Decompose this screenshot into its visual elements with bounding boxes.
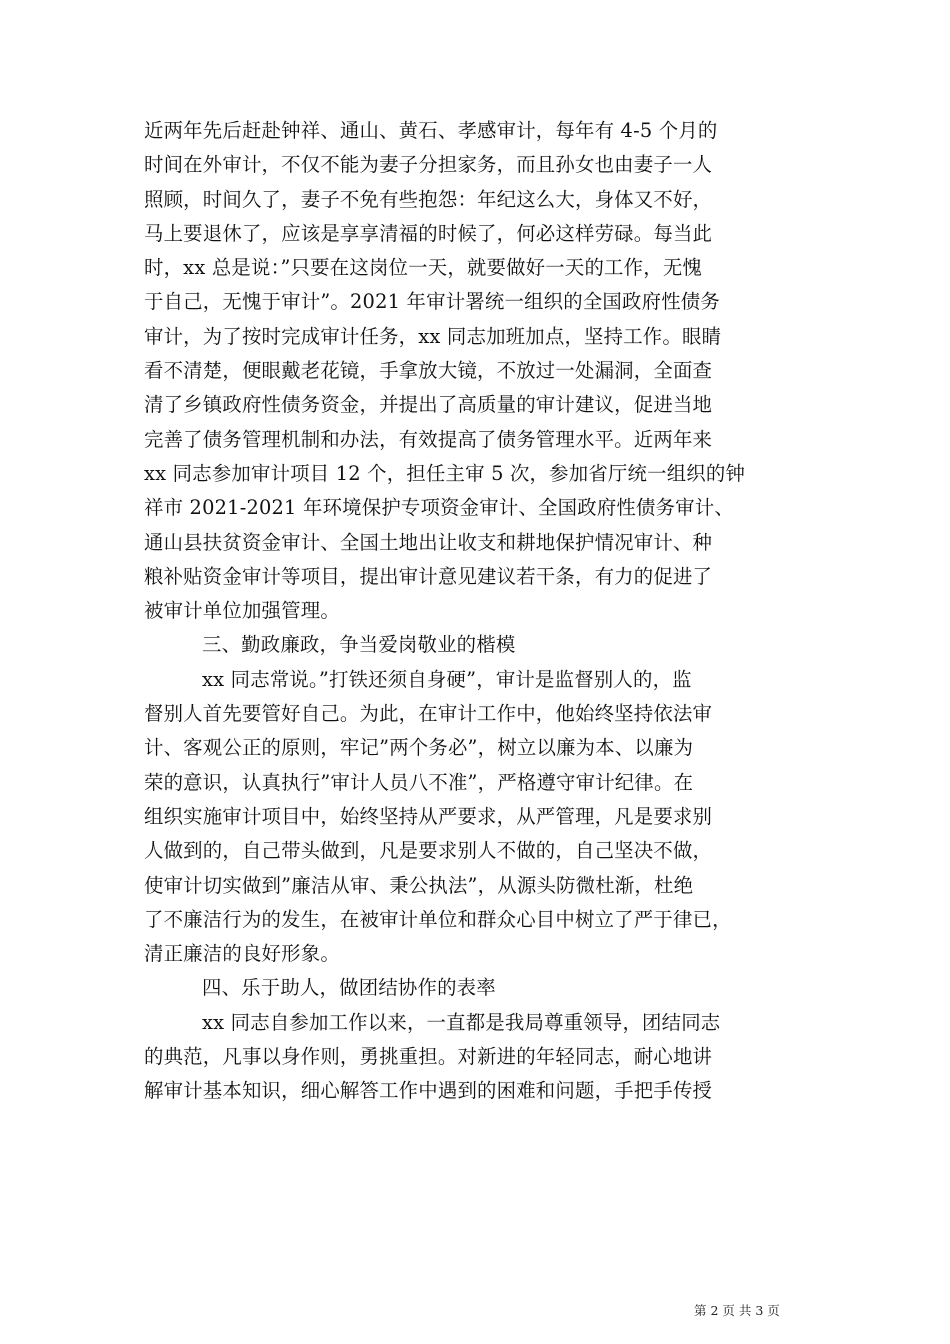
text-line: 荣的意识，认真执行”审计人员八不准”，严格遵守审计纪律。在 bbox=[144, 770, 694, 794]
text-line: 看不清楚，便眼戴老花镜，手拿放大镜，不放过一处漏洞，全面查 bbox=[144, 359, 713, 383]
text-line: 使审计切实做到”廉洁从审、秉公执法”，从源头防微杜渐，杜绝 bbox=[144, 873, 694, 897]
text-line: 计、客观公正的原则，牢记”两个务必”，树立以廉为本、以廉为 bbox=[144, 736, 694, 760]
text-line: 粮补贴资金审计等项目，提出审计意见建议若干条，有力的促进了 bbox=[144, 564, 713, 588]
text-line: 祥市 2021-2021 年环境保护专项资金审计、全国政府性债务审计、 bbox=[144, 496, 734, 520]
text-line: 督别人首先要管好自己。为此，在审计工作中，他始终坚持依法审 bbox=[144, 702, 713, 726]
text-line: 于自己，无愧于审计”。2021 年审计署统一组织的全国政府性债务 bbox=[144, 290, 720, 314]
text-line: 清正廉洁的良好形象。 bbox=[144, 942, 340, 966]
text-line: 人做到的，自己带头做到，凡是要求别人不做的，自己坚决不做， bbox=[144, 839, 713, 863]
text-line: 审计，为了按时完成审计任务，xx 同志加班加点，坚持工作。眼睛 bbox=[144, 324, 722, 348]
text-line: 时，xx 总是说：”只要在这岗位一天，就要做好一天的工作，无愧 bbox=[144, 256, 702, 280]
text-line: 解审计基本知识，细心解答工作中遇到的困难和问题，手把手传授 bbox=[144, 1079, 713, 1103]
text-line: xx 同志参加审计项目 12 个，担任主审 5 次，参加省厅统一组织的钟 bbox=[144, 461, 746, 485]
text-line: 完善了债务管理机制和办法，有效提高了债务管理水平。近两年来 bbox=[144, 427, 713, 451]
text-line: 马上要退休了，应该是享享清福的时候了，何必这样劳碌。每当此 bbox=[144, 221, 713, 245]
text-line: 清了乡镇政府性债务资金，并提出了高质量的审计建议，促进当地 bbox=[144, 393, 713, 417]
text-line: 组织实施审计项目中，始终坚持从严要求，从严管理，凡是要求别 bbox=[144, 804, 713, 828]
text-line: 被审计单位加强管理。 bbox=[144, 599, 340, 623]
document-body bbox=[144, 114, 810, 1109]
text-line: xx 同志自参加工作以来，一直都是我局尊重领导，团结同志 bbox=[202, 1010, 721, 1034]
section-heading: 四、乐于助人，做团结协作的表率 bbox=[202, 976, 496, 1000]
text-line: 了不廉洁行为的发生，在被审计单位和群众心目中树立了严于律已， bbox=[144, 907, 732, 931]
text-line: 通山县扶贫资金审计、全国土地出让收支和耕地保护情况审计、种 bbox=[144, 530, 713, 554]
text-line: 时间在外审计，不仅不能为妻子分担家务，而且孙女也由妻子一人 bbox=[144, 153, 713, 177]
section-heading: 三、勤政廉政，争当爱岗敬业的楷模 bbox=[202, 633, 516, 657]
text-line: 近两年先后赶赴钟祥、通山、黄石、孝感审计，每年有 4-5 个月的 bbox=[144, 119, 718, 142]
page-number: 第 2 页 共 3 页 bbox=[694, 1303, 780, 1318]
text-line: 的典范，凡事以身作则，勇挑重担。对新进的年轻同志，耐心地讲 bbox=[144, 1045, 713, 1069]
text-line: 照顾，时间久了，妻子不免有些抱怨：年纪这么大，身体又不好， bbox=[144, 187, 713, 211]
text-line: xx 同志常说。”打铁还须自身硬”，审计是监督别人的，监 bbox=[202, 667, 692, 691]
